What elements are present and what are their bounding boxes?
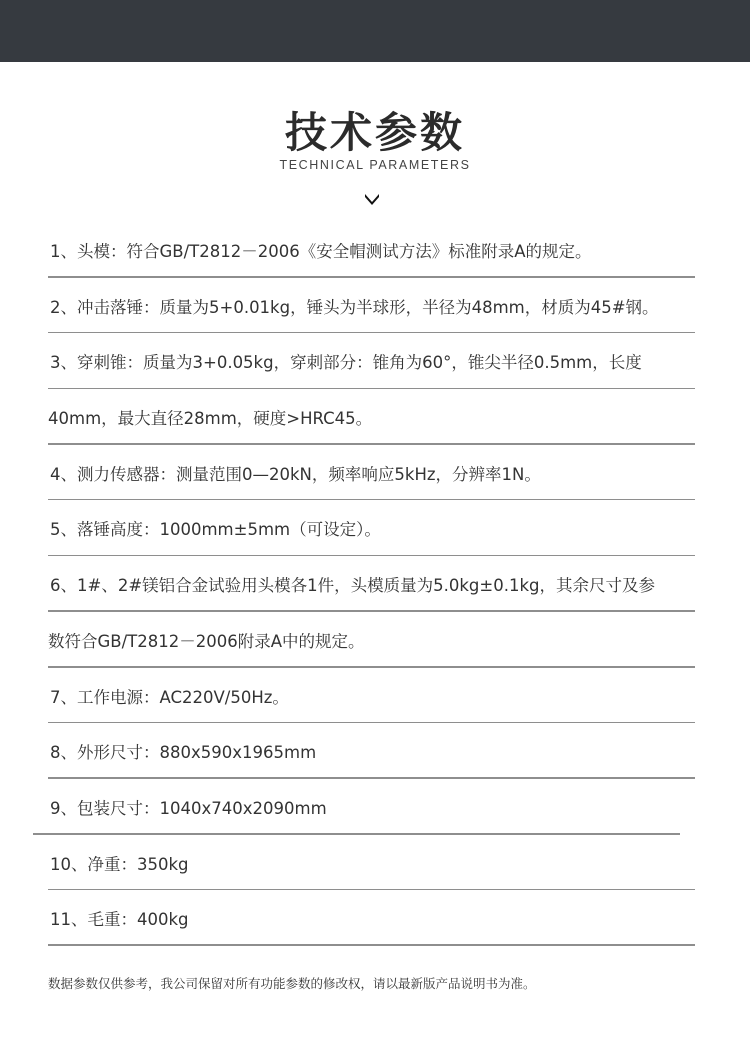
disclaimer-text: 数据参数仅供参考，我公司保留对所有功能参数的修改权，请以最新版产品说明书为准。 [48,976,536,991]
param-row [0,668,750,724]
param-row [0,835,750,891]
param-text: 6、1#、2#镁铝合金试验用头模各1件，头模质量为5.0kg±0.1kg，其余尺寸及参 [50,576,656,596]
param-row [0,389,750,445]
param-text: 8、外形尺寸：880x590x1965mm [50,743,317,763]
param-text: 3、穿刺锥：质量为3+0.05kg，穿刺部分：锥角为60°，锥尖半径0.5mm，长度 [50,353,642,373]
param-text: 7、工作电源：AC220V/50Hz。 [50,687,289,707]
param-text: 4、测力传感器：测量范围0—20kN，频率响应5kHz，分辨率1N。 [50,464,541,484]
param-row [0,333,750,389]
param-row [0,222,750,278]
param-row [0,890,750,946]
param-text: 2、冲击落锤：质量为5+0.01kg，锤头为半球形，半径为48mm，材质为45#钢。 [50,297,659,317]
param-text: 1、头模：符合GB/T2812－2006《安全帽测试方法》标准附录A的规定。 [50,242,592,261]
param-text: 10、净重：350kg [50,854,189,874]
param-row [0,779,750,835]
param-row [0,278,750,334]
param-text: 40mm，最大直径28mm，硬度>HRC45。 [48,409,373,429]
page-title: 技术参数 [284,108,465,157]
parameter-list [0,222,750,946]
page-subtitle: TECHNICAL PARAMETERS [279,158,471,172]
param-row [0,445,750,501]
param-row [0,556,750,612]
param-row [0,500,750,556]
param-row [0,612,750,668]
param-text: 5、落锤高度：1000mm±5mm（可设定）。 [50,520,381,540]
chevron-down-icon [364,192,380,206]
top-banner [0,0,750,62]
param-text: 数符合GB/T2812－2006附录A中的规定。 [48,631,365,651]
divider [48,944,695,946]
param-text: 11、毛重：400kg [50,910,189,930]
param-row [0,723,750,779]
param-text: 9、包装尺寸：1040x740x2090mm [50,798,327,818]
